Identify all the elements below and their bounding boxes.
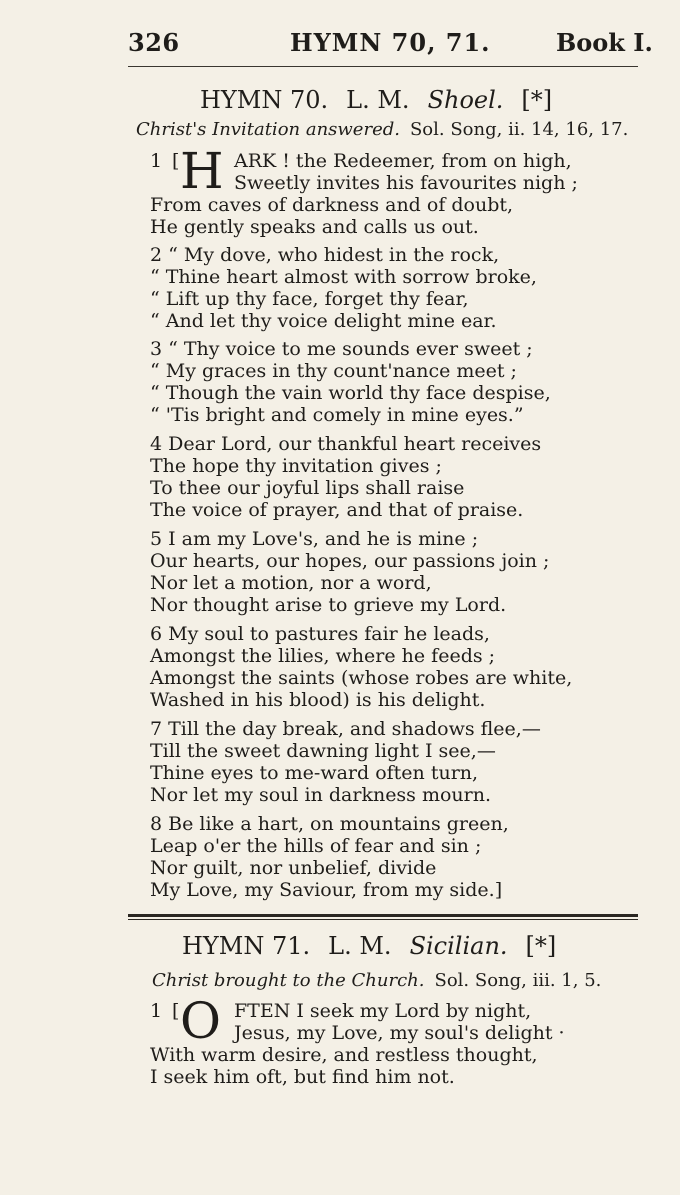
verse-line: 2 “ My dove, who hidest in the rock, xyxy=(150,244,500,266)
verse-line: To thee our joyful lips shall raise xyxy=(150,477,465,499)
page-number: 326 xyxy=(128,28,180,57)
hymn-71-topic: Christ brought to the Church. xyxy=(152,970,425,991)
hymn-70-tune: Shoel. xyxy=(427,86,504,114)
hymn-70-meter: L. M. xyxy=(346,86,410,114)
hymn-70-stanza-6 xyxy=(150,623,630,711)
header-rule xyxy=(128,66,638,67)
verse-line: Jesus, my Love, my soul's delight · xyxy=(234,1022,565,1044)
verse-line: 3 “ Thy voice to me sounds ever sweet ; xyxy=(150,338,533,360)
hymn-70-topic: Christ's Invitation answered. xyxy=(136,119,400,140)
hymn-71-title xyxy=(182,932,662,960)
drop-cap-block xyxy=(150,142,630,200)
hymn-70-stanza-2 xyxy=(150,244,630,332)
verse-line: 5 I am my Love's, and he is mine ; xyxy=(150,528,479,550)
verse-line: Nor let a motion, nor a word, xyxy=(150,572,432,594)
verse-line: FTEN I seek my Lord by night, xyxy=(234,1000,532,1022)
verse-line: Thine eyes to me-ward often turn, xyxy=(150,762,479,784)
verse-line: From caves of darkness and of doubt, xyxy=(150,194,514,216)
verse-line: “ And let thy voice delight mine ear. xyxy=(150,310,497,332)
hymn-71-reference: Sol. Song, iii. 1, 5. xyxy=(434,970,602,991)
verse-line: “ Lift up thy face, forget thy fear, xyxy=(150,288,469,310)
verse-line: The hope thy invitation gives ; xyxy=(150,455,442,477)
verse-line: 7 Till the day break, and shadows flee,— xyxy=(150,718,541,740)
verse-line: 6 My soul to pastures fair he leads, xyxy=(150,623,490,645)
hymn-70-mark: [*] xyxy=(521,86,553,114)
verse-line: ARK ! the Redeemer, from on high, xyxy=(234,150,572,172)
drop-cap-block xyxy=(150,992,630,1050)
hymn-71-tune: Sicilian. xyxy=(409,932,508,960)
stanza-number: 1 xyxy=(150,150,163,172)
verse-line: Nor thought arise to grieve my Lord. xyxy=(150,594,507,616)
page-header xyxy=(0,0,653,62)
hymn-71-number: HYMN 71. xyxy=(182,932,311,960)
drop-cap: H xyxy=(180,142,224,200)
verse-line: Leap o'er the hills of fear and sin ; xyxy=(150,835,482,857)
verse-line: Sweetly invites his favourites nigh ; xyxy=(234,172,578,194)
verse-line: Till the sweet dawning light I see,— xyxy=(150,740,496,762)
drop-cap: O xyxy=(180,992,221,1050)
verse-line: Amongst the saints (whose robes are white, xyxy=(150,667,573,689)
verse-line: My Love, my Saviour, from my side.] xyxy=(150,879,503,901)
bracket-mark: [ xyxy=(172,150,180,172)
hymn-71-meter: L. M. xyxy=(328,932,392,960)
verse-line: I seek him oft, but find him not. xyxy=(150,1066,455,1088)
hymn-71-mark: [*] xyxy=(525,932,557,960)
verse-line: Washed in his blood) is his delight. xyxy=(150,689,486,711)
hymn-70-stanza-7 xyxy=(150,718,630,806)
hymn-70-reference: Sol. Song, ii. 14, 16, 17. xyxy=(409,119,629,140)
verse-line: “ My graces in thy count'nance meet ; xyxy=(150,360,517,382)
hymn-70-title xyxy=(200,86,680,114)
section-divider xyxy=(128,914,638,917)
hymn-70-stanza-3 xyxy=(150,338,630,426)
verse-line: The voice of prayer, and that of praise. xyxy=(150,499,524,521)
running-title: HYMN 70, 71. xyxy=(290,28,491,57)
verse-line: “ 'Tis bright and comely in mine eyes.” xyxy=(150,404,524,426)
hymn-70-subtitle xyxy=(136,119,640,140)
hymn-71-subtitle xyxy=(152,970,656,991)
hymn-70-stanza-5 xyxy=(150,528,630,616)
verse-line: Our hearts, our hopes, our passions join ; xyxy=(150,550,550,572)
verse-line: Nor guilt, nor unbelief, divide xyxy=(150,857,437,879)
hymn-70-stanza-8 xyxy=(150,813,630,901)
verse-line: Nor let my soul in darkness mourn. xyxy=(150,784,492,806)
hymn-70-stanza-4 xyxy=(150,433,630,521)
book-label: Book I. xyxy=(556,28,653,57)
verse-line: 4 Dear Lord, our thankful heart receives xyxy=(150,433,542,455)
verse-line: With warm desire, and restless thought, xyxy=(150,1044,538,1066)
verse-line: “ Thine heart almost with sorrow broke, xyxy=(150,266,537,288)
verse-line: “ Though the vain world thy face despise, xyxy=(150,382,551,404)
section-divider-thin xyxy=(128,919,638,920)
verse-line: Amongst the lilies, where he feeds ; xyxy=(150,645,496,667)
stanza-number: 1 xyxy=(150,1000,163,1022)
hymn-70-number: HYMN 70. xyxy=(200,86,329,114)
verse-line: He gently speaks and calls us out. xyxy=(150,216,479,238)
bracket-mark: [ xyxy=(172,1000,180,1022)
verse-line: 8 Be like a hart, on mountains green, xyxy=(150,813,509,835)
